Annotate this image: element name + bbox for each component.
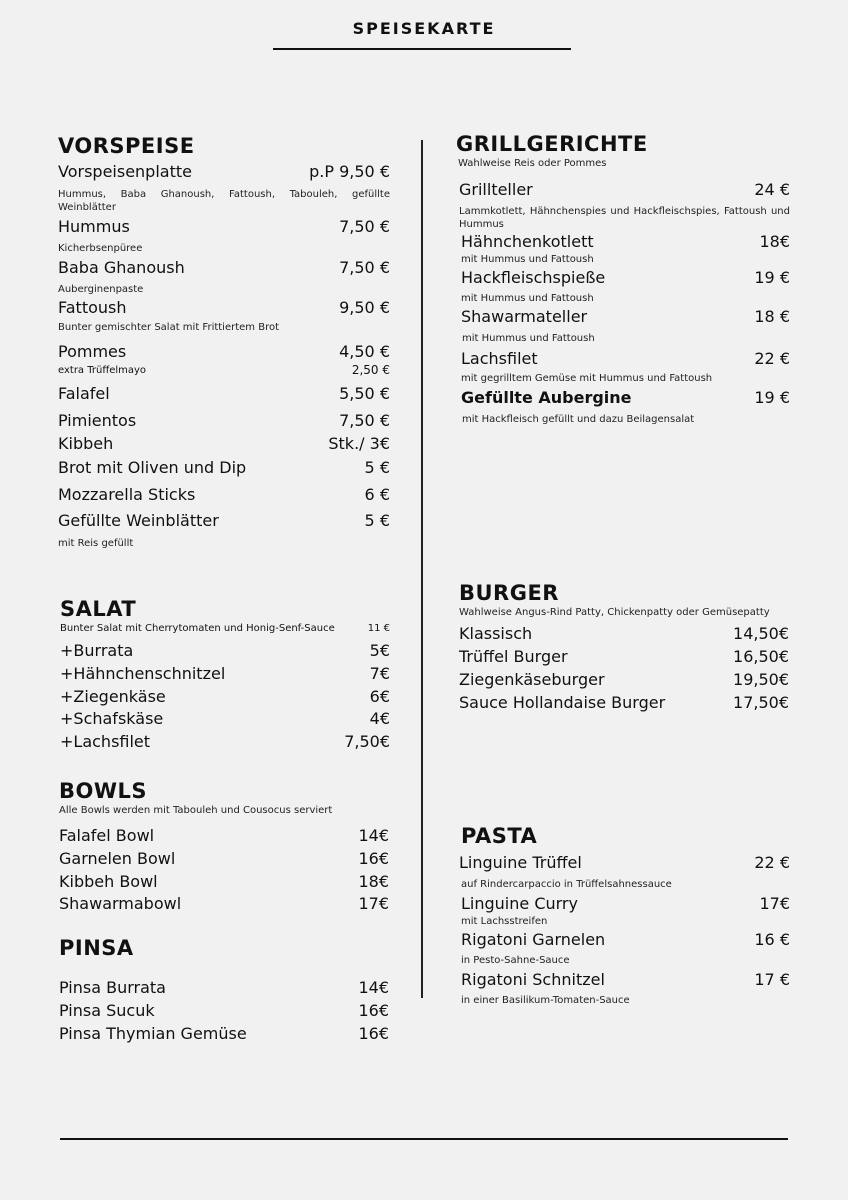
section-pasta: [459, 823, 790, 1007]
section-description: Wahlweise Reis oder Pommes: [458, 158, 607, 169]
item-description: mit Hackfleisch gefüllt und dazu Beilagensalat: [462, 414, 695, 425]
menu-item: +Burrata 5€: [60, 641, 390, 660]
menu-item: +Schafskäse 4€: [60, 709, 390, 728]
menu-item: Mozzarella Sticks 6 €: [58, 485, 390, 504]
menu-item: Fattoush 9,50 €: [58, 298, 390, 317]
menu-item: Ziegenkäseburger 19,50€: [459, 670, 789, 689]
section-heading: PINSA: [59, 936, 134, 960]
menu-item: Garnelen Bowl 16€: [59, 849, 389, 868]
item-description: in Pesto-Sahne-Sauce: [461, 955, 570, 966]
extra-option: extra Trüffelmayo 2,50 €: [58, 363, 390, 377]
menu-item: Shawarmabowl 17€: [59, 894, 389, 913]
menu-item: Rigatoni Schnitzel 17 €: [461, 970, 790, 989]
section-burger: [459, 580, 789, 714]
item-description: auf Rindercarpaccio in Trüffelsahnessauce: [461, 879, 672, 890]
menu-item: +Lachsfilet 7,50€: [60, 732, 390, 751]
menu-item: Hähnchenkotlett 18€: [461, 232, 790, 251]
item-description: Lammkotlett, Hähnchenspies und Hackfleischspies, Fattoush und Hummus: [459, 206, 790, 230]
section-grillgerichte: [456, 131, 790, 426]
menu-item: Pinsa Burrata 14€: [59, 978, 389, 997]
section-salat: [60, 596, 390, 753]
menu-item: Brot mit Oliven und Dip 5 €: [58, 458, 390, 477]
menu-item: Falafel Bowl 14€: [59, 826, 389, 845]
item-description: Kicherbsenpüree: [58, 243, 143, 254]
menu-item: Hackfleischspieße 19 €: [461, 268, 790, 287]
menu-item: Sauce Hollandaise Burger 17,50€: [459, 693, 789, 712]
item-description: in einer Basilikum-Tomaten-Sauce: [461, 995, 630, 1006]
menu-item: +Hähnchenschnitzel 7€: [60, 664, 390, 683]
item-description: mit Hummus und Fattoush: [461, 254, 594, 265]
menu-item: Gefüllte Weinblätter 5 €: [58, 511, 390, 530]
item-description: mit Hummus und Fattoush: [462, 333, 595, 344]
menu-item: Baba Ghanoush 7,50 €: [58, 258, 390, 277]
menu-item: +Ziegenkäse 6€: [60, 687, 390, 706]
section-heading: BOWLS: [59, 779, 148, 803]
section-heading: BURGER: [459, 581, 559, 605]
title-underline: [273, 48, 571, 50]
section-vorspeise: [58, 133, 390, 550]
section-bowls: [59, 778, 389, 915]
menu-item: Vorspeisenplatte p.P 9,50 €: [58, 162, 390, 181]
menu-item: Pimientos 7,50 €: [58, 411, 390, 430]
item-description: mit Hummus und Fattoush: [461, 293, 594, 304]
section-pinsa: [59, 935, 389, 1045]
section-heading: PASTA: [461, 824, 538, 848]
menu-item: Shawarmateller 18 €: [461, 307, 790, 326]
menu-item: Klassisch 14,50€: [459, 624, 789, 643]
page-title: SPEISEKARTE: [352, 19, 496, 38]
item-description: mit Lachsstreifen: [461, 916, 548, 927]
menu-item: Linguine Curry 17€: [461, 894, 790, 913]
section-description: Wahlweise Angus-Rind Patty, Chickenpatty oder Gemüsepatty: [459, 607, 770, 618]
item-description: mit gegrilltem Gemüse mit Hummus und Fattoush: [461, 373, 713, 384]
menu-item: Kibbeh Stk./ 3€: [58, 434, 390, 453]
section-description: Alle Bowls werden mit Tabouleh und Cousocus serviert: [59, 805, 333, 816]
menu-item: Grillteller 24 €: [459, 180, 790, 199]
column-divider: [421, 140, 423, 998]
section-heading: GRILLGERICHTE: [456, 132, 648, 156]
item-description: Hummus, Baba Ghanoush, Fattoush, Tabouleh, gefüllte Weinblätter: [58, 189, 390, 213]
menu-item: Falafel 5,50 €: [58, 384, 390, 403]
salat-description: Bunter Salat mit Cherrytomaten und Honig-Senf-Sauce 11 €: [60, 623, 390, 634]
item-description: mit Reis gefüllt: [58, 538, 134, 549]
menu-item: Trüffel Burger 16,50€: [459, 647, 789, 666]
menu-item: Pinsa Sucuk 16€: [59, 1001, 389, 1020]
section-heading: SALAT: [60, 597, 137, 621]
menu-item: Lachsfilet 22 €: [461, 349, 790, 368]
menu-item: Rigatoni Garnelen 16 €: [461, 930, 790, 949]
item-description: Auberginenpaste: [58, 284, 144, 295]
menu-item: Linguine Trüffel 22 €: [459, 853, 790, 872]
item-description: Bunter gemischter Salat mit Frittiertem Brot: [58, 322, 280, 333]
bottom-rule: [60, 1138, 788, 1140]
menu-item: Pinsa Thymian Gemüse 16€: [59, 1024, 389, 1043]
menu-item: Pommes 4,50 €: [58, 342, 390, 361]
menu-item: Gefüllte Aubergine 19 €: [461, 388, 790, 407]
section-heading: VORSPEISE: [58, 134, 195, 158]
menu-item: Hummus 7,50 €: [58, 217, 390, 236]
menu-item: Kibbeh Bowl 18€: [59, 872, 389, 891]
